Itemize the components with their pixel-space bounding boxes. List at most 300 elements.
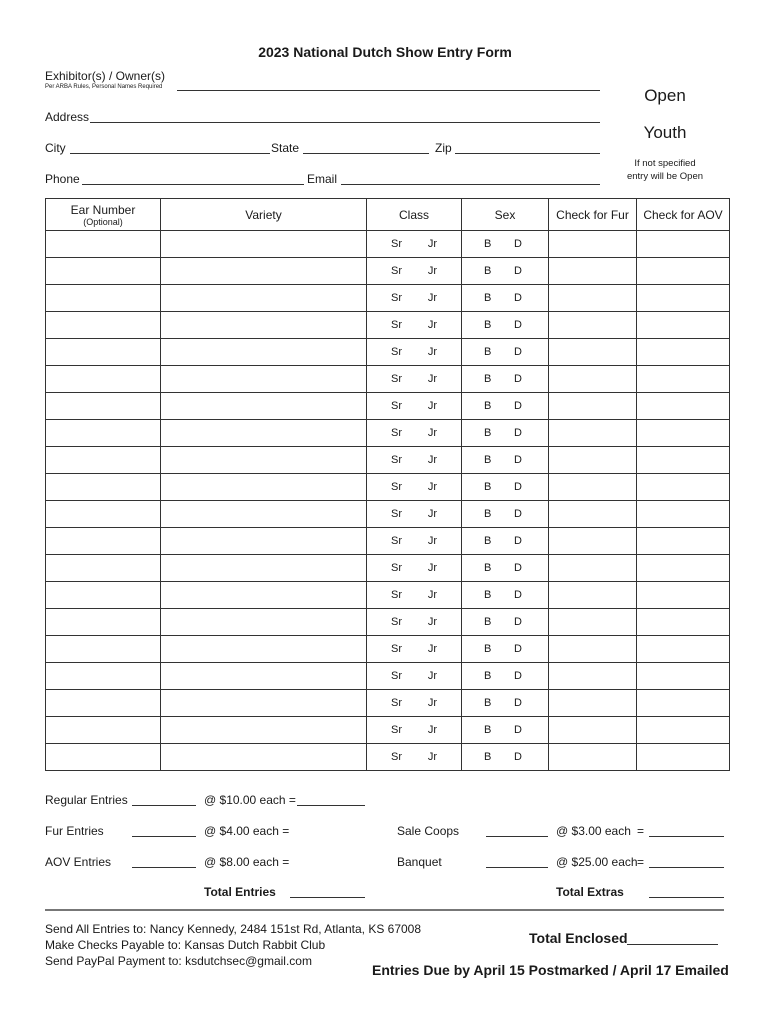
zip-label: Zip [435, 141, 452, 155]
sex-options [462, 535, 548, 547]
sex-option-b[interactable]: B [484, 454, 492, 466]
banquet-equals: = [637, 855, 645, 869]
table-row [46, 474, 730, 501]
sex-option-d[interactable]: D [514, 670, 522, 682]
table-row [46, 582, 730, 609]
fur-check-cell[interactable] [549, 393, 637, 420]
sex-options [462, 292, 548, 304]
sex-options [462, 751, 548, 763]
sex-cell [462, 744, 549, 771]
cls-options [367, 724, 461, 736]
fur-check-cell[interactable] [549, 501, 637, 528]
fur-header: Check for Fur [549, 199, 637, 231]
class-option-sr[interactable]: Sr [391, 346, 402, 358]
cls-cell [367, 258, 462, 285]
sex-option-d[interactable]: D [514, 400, 522, 412]
sex-options [462, 238, 548, 250]
sex-options [462, 319, 548, 331]
table-row [46, 528, 730, 555]
aov-check-cell[interactable] [637, 339, 730, 366]
ear-number-cell[interactable] [46, 690, 161, 717]
sex-option-d[interactable]: D [514, 562, 522, 574]
sale-coops-count[interactable] [486, 823, 548, 837]
class-option-sr[interactable]: Sr [391, 670, 402, 682]
cls-options [367, 400, 461, 412]
fur-check-cell[interactable] [549, 339, 637, 366]
banquet-total[interactable] [649, 854, 724, 868]
sex-option-b[interactable]: B [484, 508, 492, 520]
city-field[interactable] [70, 140, 270, 154]
sex-option-d[interactable]: D [514, 751, 522, 763]
sex-options [462, 562, 548, 574]
class-option-jr[interactable]: Jr [427, 454, 437, 466]
cls-options [367, 751, 461, 763]
fur-check-cell[interactable] [549, 366, 637, 393]
fur-check-cell[interactable] [549, 231, 637, 258]
variety-cell[interactable] [161, 366, 367, 393]
sex-option-d[interactable]: D [514, 373, 522, 385]
fur-check-cell[interactable] [549, 420, 637, 447]
cls-options [367, 481, 461, 493]
cls-options [367, 670, 461, 682]
sex-option-b[interactable]: B [484, 481, 492, 493]
cls-cell [367, 420, 462, 447]
sex-cell [462, 366, 549, 393]
fur-check-cell[interactable] [549, 744, 637, 771]
class-option-sr[interactable]: Sr [391, 562, 402, 574]
class-option-sr[interactable]: Sr [391, 535, 402, 547]
variety-cell[interactable] [161, 582, 367, 609]
sex-options [462, 643, 548, 655]
cls-options [367, 265, 461, 277]
class-option-sr[interactable]: Sr [391, 238, 402, 250]
class-option-jr[interactable]: Jr [427, 481, 437, 493]
class-option-jr[interactable]: Jr [427, 751, 437, 763]
mailing-info [45, 921, 421, 969]
class-option-sr[interactable]: Sr [391, 616, 402, 628]
class-option-sr[interactable]: Sr [391, 589, 402, 601]
fur-check-cell[interactable] [549, 555, 637, 582]
sale-coops-equals: = [637, 824, 645, 838]
cls-options [367, 346, 461, 358]
banquet-count[interactable] [486, 854, 548, 868]
cls-cell [367, 663, 462, 690]
sex-option-b[interactable]: B [484, 697, 492, 709]
sex-option-b[interactable]: B [484, 400, 492, 412]
sex-cell [462, 393, 549, 420]
aov-check-cell[interactable] [637, 501, 730, 528]
class-option-sr[interactable]: Sr [391, 481, 402, 493]
youth-option[interactable]: Youth [643, 123, 687, 142]
aov-check-cell[interactable] [637, 258, 730, 285]
class-header: Class [367, 199, 462, 231]
sex-cell [462, 258, 549, 285]
total-extras-field[interactable] [649, 884, 724, 898]
class-option-sr[interactable]: Sr [391, 697, 402, 709]
sex-options [462, 724, 548, 736]
sex-header: Sex [462, 199, 549, 231]
sex-option-d[interactable]: D [514, 535, 522, 547]
class-option-sr[interactable]: Sr [391, 373, 402, 385]
variety-cell[interactable] [161, 744, 367, 771]
ear-number-cell[interactable] [46, 501, 161, 528]
ear-number-cell[interactable] [46, 528, 161, 555]
ear-number-cell[interactable] [46, 339, 161, 366]
sex-cell [462, 636, 549, 663]
variety-cell[interactable] [161, 474, 367, 501]
cls-options [367, 292, 461, 304]
table-row [46, 366, 730, 393]
aov-entries-count[interactable] [132, 854, 196, 868]
ear-number-cell[interactable] [46, 285, 161, 312]
phone-field[interactable] [82, 171, 304, 185]
variety-cell[interactable] [161, 339, 367, 366]
fur-check-cell[interactable] [549, 474, 637, 501]
variety-cell[interactable] [161, 231, 367, 258]
entry-type-note-line2: entry will be Open [626, 171, 704, 182]
sex-option-d[interactable]: D [514, 589, 522, 601]
ear-number-cell[interactable] [46, 744, 161, 771]
variety-cell[interactable] [161, 258, 367, 285]
ear-number-cell[interactable] [46, 582, 161, 609]
zip-field[interactable] [455, 140, 600, 154]
fur-check-cell[interactable] [549, 447, 637, 474]
variety-cell[interactable] [161, 312, 367, 339]
table-row [46, 717, 730, 744]
sex-option-d[interactable]: D [514, 319, 522, 331]
sex-option-d[interactable]: D [514, 346, 522, 358]
table-row [46, 393, 730, 420]
table-row [46, 609, 730, 636]
send-entries-address: Send All Entries to: Nancy Kennedy, 2484 151st Rd, Atlanta, KS 67008 [45, 922, 422, 936]
ear-number-cell[interactable] [46, 555, 161, 582]
phone-label: Phone [45, 172, 80, 186]
sex-option-b[interactable]: B [484, 535, 492, 547]
cls-cell [367, 447, 462, 474]
sex-option-d[interactable]: D [514, 697, 522, 709]
ear-number-cell[interactable] [46, 636, 161, 663]
fur-check-cell[interactable] [549, 636, 637, 663]
cls-options [367, 373, 461, 385]
regular-entries-total[interactable] [297, 792, 365, 806]
class-option-jr[interactable]: Jr [427, 508, 437, 520]
sex-option-d[interactable]: D [514, 724, 522, 736]
address-field[interactable] [90, 109, 600, 123]
cls-cell [367, 636, 462, 663]
class-option-jr[interactable]: Jr [427, 346, 437, 358]
table-row [46, 339, 730, 366]
sex-options [462, 589, 548, 601]
cls-options [367, 643, 461, 655]
aov-check-cell[interactable] [637, 420, 730, 447]
class-option-jr[interactable]: Jr [427, 373, 437, 385]
aov-check-cell[interactable] [637, 366, 730, 393]
sex-options [462, 454, 548, 466]
city-label: City [45, 141, 66, 155]
exhibitor-field[interactable] [177, 77, 600, 91]
fur-check-cell[interactable] [549, 312, 637, 339]
class-option-sr[interactable]: Sr [391, 400, 402, 412]
entry-type-note [612, 157, 718, 183]
variety-cell[interactable] [161, 609, 367, 636]
sex-option-b[interactable]: B [484, 562, 492, 574]
class-option-sr[interactable]: Sr [391, 508, 402, 520]
total-extras-label: Total Extras [556, 885, 624, 899]
class-option-sr[interactable]: Sr [391, 643, 402, 655]
table-row [46, 690, 730, 717]
table-row [46, 447, 730, 474]
sex-option-d[interactable]: D [514, 265, 522, 277]
class-option-sr[interactable]: Sr [391, 751, 402, 763]
exhibitor-label: Exhibitor(s) / Owner(s) [45, 69, 166, 83]
cls-cell [367, 690, 462, 717]
fur-entries-count[interactable] [132, 823, 196, 837]
class-option-jr[interactable]: Jr [427, 427, 437, 439]
cls-cell [367, 285, 462, 312]
aov-check-cell[interactable] [637, 285, 730, 312]
variety-cell[interactable] [161, 393, 367, 420]
sex-cell [462, 285, 549, 312]
aov-check-cell[interactable] [637, 231, 730, 258]
aov-check-cell[interactable] [637, 636, 730, 663]
ear-number-cell[interactable] [46, 258, 161, 285]
cls-options [367, 535, 461, 547]
variety-cell[interactable] [161, 663, 367, 690]
ear-number-cell[interactable] [46, 366, 161, 393]
sex-options [462, 508, 548, 520]
variety-cell[interactable] [161, 447, 367, 474]
banquet-label: Banquet [397, 855, 442, 869]
sex-option-d[interactable]: D [514, 481, 522, 493]
paypal-info: Send PayPal Payment to: ksdutchsec@gmail.com [45, 954, 312, 968]
class-option-sr[interactable]: Sr [391, 454, 402, 466]
fur-entries-price: @ $4.00 each = [204, 824, 290, 838]
regular-entries-label: Regular Entries [45, 793, 128, 807]
variety-header: Variety [161, 199, 367, 231]
sex-option-b[interactable]: B [484, 616, 492, 628]
email-field[interactable] [341, 171, 600, 185]
sex-option-b[interactable]: B [484, 346, 492, 358]
sex-option-b[interactable]: B [484, 751, 492, 763]
sex-option-d[interactable]: D [514, 292, 522, 304]
class-option-jr[interactable]: Jr [427, 319, 437, 331]
aov-check-cell[interactable] [637, 582, 730, 609]
sex-option-d[interactable]: D [514, 508, 522, 520]
checks-payable: Make Checks Payable to: Kansas Dutch Rabbit Club [45, 938, 326, 952]
sex-options [462, 400, 548, 412]
variety-cell[interactable] [161, 420, 367, 447]
sex-cell [462, 474, 549, 501]
table-row [46, 285, 730, 312]
ear-number-cell[interactable] [46, 393, 161, 420]
cls-cell [367, 231, 462, 258]
class-option-jr[interactable]: Jr [427, 292, 437, 304]
aov-check-cell[interactable] [637, 393, 730, 420]
ear-number-cell[interactable] [46, 717, 161, 744]
sale-coops-price: @ $3.00 each [556, 824, 631, 838]
sex-options [462, 670, 548, 682]
regular-entries-count[interactable] [132, 792, 196, 806]
sex-option-b[interactable]: B [484, 373, 492, 385]
sex-option-d[interactable]: D [514, 454, 522, 466]
sex-cell [462, 312, 549, 339]
aov-check-cell[interactable] [637, 555, 730, 582]
entry-type-note-line1: If not specified [634, 158, 696, 169]
variety-cell[interactable] [161, 528, 367, 555]
sex-option-b[interactable]: B [484, 238, 492, 250]
class-option-sr[interactable]: Sr [391, 724, 402, 736]
ear-number-cell[interactable] [46, 312, 161, 339]
cls-options [367, 562, 461, 574]
sex-cell [462, 663, 549, 690]
sex-cell [462, 609, 549, 636]
total-entries-label: Total Entries [204, 885, 276, 899]
ear-number-cell[interactable] [46, 609, 161, 636]
variety-cell[interactable] [161, 555, 367, 582]
open-option[interactable]: Open [644, 86, 686, 105]
class-option-jr[interactable]: Jr [427, 400, 437, 412]
cls-options [367, 238, 461, 250]
fur-check-cell[interactable] [549, 528, 637, 555]
cls-options [367, 508, 461, 520]
cls-options [367, 319, 461, 331]
sex-cell [462, 717, 549, 744]
sex-option-b[interactable]: B [484, 643, 492, 655]
fur-check-cell[interactable] [549, 258, 637, 285]
class-option-jr[interactable]: Jr [427, 535, 437, 547]
class-option-sr[interactable]: Sr [391, 292, 402, 304]
table-row [46, 312, 730, 339]
sex-option-d[interactable]: D [514, 616, 522, 628]
fur-check-cell[interactable] [549, 717, 637, 744]
cls-cell [367, 744, 462, 771]
total-enclosed-field[interactable] [627, 931, 718, 945]
cls-cell [367, 393, 462, 420]
ear-number-cell[interactable] [46, 474, 161, 501]
entries-table [45, 198, 730, 771]
aov-check-cell[interactable] [637, 717, 730, 744]
form-title: 2023 National Dutch Show Entry Form [258, 44, 512, 60]
class-option-jr[interactable]: Jr [427, 724, 437, 736]
ear-number-cell[interactable] [46, 663, 161, 690]
sex-option-b[interactable]: B [484, 670, 492, 682]
class-option-sr[interactable]: Sr [391, 319, 402, 331]
sex-cell [462, 420, 549, 447]
footer-divider [45, 909, 724, 911]
variety-cell[interactable] [161, 690, 367, 717]
sex-option-b[interactable]: B [484, 427, 492, 439]
table-row [46, 555, 730, 582]
cls-cell [367, 501, 462, 528]
aov-check-cell[interactable] [637, 690, 730, 717]
class-option-jr[interactable]: Jr [427, 562, 437, 574]
table-row [46, 501, 730, 528]
table-row [46, 663, 730, 690]
aov-check-cell[interactable] [637, 528, 730, 555]
sex-option-b[interactable]: B [484, 265, 492, 277]
class-option-sr[interactable]: Sr [391, 265, 402, 277]
cls-cell [367, 339, 462, 366]
class-option-jr[interactable]: Jr [427, 265, 437, 277]
sex-option-b[interactable]: B [484, 724, 492, 736]
variety-cell[interactable] [161, 636, 367, 663]
class-option-jr[interactable]: Jr [427, 697, 437, 709]
sex-cell [462, 528, 549, 555]
cls-cell [367, 312, 462, 339]
ear-number-cell[interactable] [46, 447, 161, 474]
class-option-jr[interactable]: Jr [427, 616, 437, 628]
sex-cell [462, 690, 549, 717]
cls-options [367, 697, 461, 709]
aov-check-cell[interactable] [637, 609, 730, 636]
sex-option-d[interactable]: D [514, 238, 522, 250]
ear-number-cell[interactable] [46, 420, 161, 447]
variety-cell[interactable] [161, 717, 367, 744]
total-enclosed-label: Total Enclosed [529, 930, 628, 946]
sex-options [462, 427, 548, 439]
sex-option-d[interactable]: D [514, 643, 522, 655]
sale-coops-total[interactable] [649, 823, 724, 837]
table-row [46, 744, 730, 771]
sex-options [462, 346, 548, 358]
aov-entries-label: AOV Entries [45, 855, 112, 869]
aov-check-cell[interactable] [637, 312, 730, 339]
fur-check-cell[interactable] [549, 663, 637, 690]
table-row [46, 258, 730, 285]
table-row [46, 231, 730, 258]
cls-options [367, 616, 461, 628]
fur-check-cell[interactable] [549, 690, 637, 717]
sex-option-d[interactable]: D [514, 427, 522, 439]
address-label: Address [45, 110, 90, 124]
fur-check-cell[interactable] [549, 285, 637, 312]
cls-cell [367, 609, 462, 636]
fur-check-cell[interactable] [549, 582, 637, 609]
exhibitor-note: Per ARBA Rules, Personal Names Required [45, 84, 163, 90]
sex-option-b[interactable]: B [484, 292, 492, 304]
cls-cell [367, 366, 462, 393]
variety-cell[interactable] [161, 501, 367, 528]
class-option-sr[interactable]: Sr [391, 427, 402, 439]
sex-option-b[interactable]: B [484, 589, 492, 601]
total-entries-field[interactable] [290, 884, 365, 898]
aov-check-cell[interactable] [637, 447, 730, 474]
class-option-jr[interactable]: Jr [427, 643, 437, 655]
cls-cell [367, 555, 462, 582]
aov-header: Check for AOV [637, 199, 730, 231]
class-option-jr[interactable]: Jr [427, 238, 437, 250]
fur-check-cell[interactable] [549, 609, 637, 636]
class-option-jr[interactable]: Jr [427, 589, 437, 601]
class-option-jr[interactable]: Jr [427, 670, 437, 682]
ear-number-header-label: Ear Number [70, 202, 136, 217]
aov-check-cell[interactable] [637, 663, 730, 690]
sex-cell [462, 339, 549, 366]
sex-cell [462, 231, 549, 258]
variety-cell[interactable] [161, 285, 367, 312]
aov-check-cell[interactable] [637, 744, 730, 771]
aov-check-cell[interactable] [637, 474, 730, 501]
sex-cell [462, 555, 549, 582]
sex-option-b[interactable]: B [484, 319, 492, 331]
cls-cell [367, 528, 462, 555]
deadline-notice: Entries Due by April 15 Postmarked / April 17 Emailed [372, 962, 729, 978]
sale-coops-label: Sale Coops [397, 824, 460, 838]
sex-cell [462, 447, 549, 474]
state-field[interactable] [303, 140, 429, 154]
regular-entries-price: @ $10.00 each = [204, 793, 296, 807]
ear-number-cell[interactable] [46, 231, 161, 258]
